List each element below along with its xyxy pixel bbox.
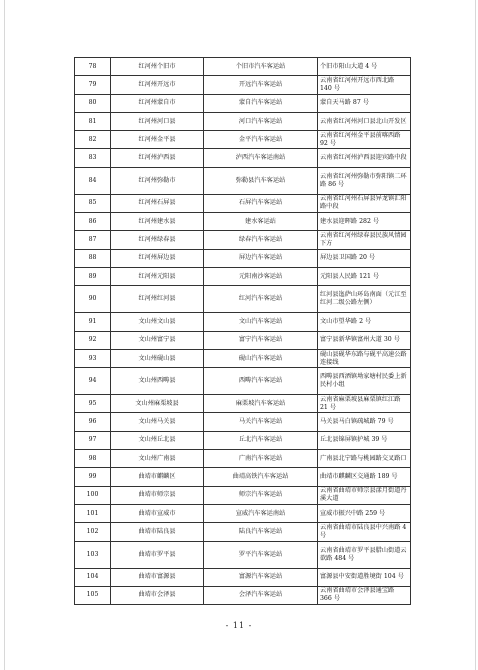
station-address-cell: 曲靖市麒麟区交通路 189 号	[318, 468, 411, 486]
row-number: 84	[75, 167, 111, 194]
station-name-cell: 富源汽车客运站	[204, 568, 318, 586]
station-name-cell: 麻栗坡汽车客运站	[204, 395, 318, 413]
station-name-cell: 泸西汽车客运南站	[204, 149, 318, 167]
table-row	[75, 486, 411, 504]
table-row	[75, 568, 411, 586]
row-number: 95	[75, 395, 111, 413]
city-county-cell: 红河州红河县	[111, 286, 204, 313]
table-row	[75, 586, 411, 604]
station-name-cell: 师宗汽车客运站	[204, 486, 318, 504]
table-row	[75, 194, 411, 212]
station-address-cell: 云南省红河州河口县北山开发区	[318, 112, 411, 130]
station-name-cell: 红河汽车客运站	[204, 286, 318, 313]
station-name-cell: 罗平汽车客运站	[204, 541, 318, 568]
city-county-cell: 文山州麻栗坡县	[111, 395, 204, 413]
city-county-cell: 曲靖市师宗县	[111, 486, 204, 504]
city-county-cell: 文山州砚山县	[111, 349, 204, 367]
city-county-cell: 曲靖市富源县	[111, 568, 204, 586]
station-address-cell: 云南省曲靖市师宗县漾月街道丹溪大道	[318, 486, 411, 504]
station-address-cell: 元阳县人民路 121 号	[318, 267, 411, 285]
row-number: 104	[75, 568, 111, 586]
station-address-cell: 丘北县锦屏镇护城 39 号	[318, 431, 411, 449]
table-row	[75, 76, 411, 94]
row-number: 103	[75, 541, 111, 568]
station-address-cell: 个旧市阳山大道 4 号	[318, 58, 411, 76]
station-address-cell: 云南省红河州泸西县迎宾路中段	[318, 149, 411, 167]
station-name-cell: 曲靖高铁汽车客运站	[204, 468, 318, 486]
table-row	[75, 94, 411, 112]
station-name-cell: 元阳南沙客运站	[204, 267, 318, 285]
table-row	[75, 368, 411, 395]
city-county-cell: 曲靖市陆良县	[111, 523, 204, 541]
station-name-cell: 金平汽车客运站	[204, 131, 318, 149]
station-address-cell: 云南省曲靖市罗平县腊山街道云欲路 484 号	[318, 541, 411, 568]
row-number: 85	[75, 194, 111, 212]
station-address-cell: 西畴县西洒镇坳家塘村民委上新民村小组	[318, 368, 411, 395]
row-number: 99	[75, 468, 111, 486]
document-page	[4, 0, 476, 670]
row-number: 89	[75, 267, 111, 285]
city-county-cell: 红河州屏边县	[111, 249, 204, 267]
station-name-cell: 石屏汽车客运站	[204, 194, 318, 212]
station-name-cell: 丘北汽车客运站	[204, 431, 318, 449]
table-row	[75, 313, 411, 331]
city-county-cell: 红河州建水县	[111, 213, 204, 231]
station-name-cell: 马关汽车客运站	[204, 413, 318, 431]
station-address-cell: 红河县迤萨山环岛南面（元江至红河二级公路左侧）	[318, 286, 411, 313]
station-address-cell: 砚山县砚华东路与砚平高速公路连接线	[318, 349, 411, 367]
station-name-cell: 宣威汽车客运南站	[204, 504, 318, 522]
station-address-cell: 文山市望华路 2 号	[318, 313, 411, 331]
city-county-cell: 文山州马关县	[111, 413, 204, 431]
station-address-cell: 云南省麻栗坡县麻栗镇红江路 21 号	[318, 395, 411, 413]
table-row	[75, 112, 411, 130]
station-name-cell: 个旧市汽车客运站	[204, 58, 318, 76]
table-row	[75, 149, 411, 167]
station-address-cell: 广南县北宁路与桃园路交叉路口	[318, 450, 411, 468]
station-name-cell: 弥勒县汽车客运站	[204, 167, 318, 194]
row-number: 93	[75, 349, 111, 367]
row-number: 82	[75, 131, 111, 149]
row-number: 79	[75, 76, 111, 94]
station-address-cell: 云南省红河州绿春县民族风情园下方	[318, 231, 411, 249]
station-address-cell: 建水县迎晖路 282 号	[318, 213, 411, 231]
city-county-cell: 文山州西畴县	[111, 368, 204, 395]
bus-station-table	[74, 57, 411, 605]
station-address-cell: 宣威市振兴中路 259 号	[318, 504, 411, 522]
row-number: 86	[75, 213, 111, 231]
table-row	[75, 468, 411, 486]
table-row	[75, 131, 411, 149]
row-number: 88	[75, 249, 111, 267]
table-row	[75, 541, 411, 568]
row-number: 96	[75, 413, 111, 431]
city-county-cell: 红河州开远市	[111, 76, 204, 94]
table-row	[75, 331, 411, 349]
station-address-cell: 云南省红河州弥勒市弥阳镇二环路 86 号	[318, 167, 411, 194]
row-number: 101	[75, 504, 111, 522]
table-row	[75, 523, 411, 541]
table-row	[75, 349, 411, 367]
row-number: 83	[75, 149, 111, 167]
table-row	[75, 249, 411, 267]
city-county-cell: 红河州绿春县	[111, 231, 204, 249]
row-number: 98	[75, 450, 111, 468]
table-row	[75, 267, 411, 285]
station-name-cell: 屏边汽车客运站	[204, 249, 318, 267]
station-address-cell: 云南省曲靖市会泽县通宝路 366 号	[318, 586, 411, 604]
city-county-cell: 红河州河口县	[111, 112, 204, 130]
row-number: 81	[75, 112, 111, 130]
row-number: 78	[75, 58, 111, 76]
table-row	[75, 167, 411, 194]
station-address-cell: 屏边县卫国路 20 号	[318, 249, 411, 267]
table-row	[75, 286, 411, 313]
city-county-cell: 红河州弥勒市	[111, 167, 204, 194]
table-row	[75, 58, 411, 76]
row-number: 105	[75, 586, 111, 604]
row-number: 102	[75, 523, 111, 541]
table-row	[75, 213, 411, 231]
row-number: 94	[75, 368, 111, 395]
page-number: - 11 -	[225, 621, 253, 630]
table-row	[75, 231, 411, 249]
row-number: 100	[75, 486, 111, 504]
city-county-cell: 文山州广南县	[111, 450, 204, 468]
city-county-cell: 文山州丘北县	[111, 431, 204, 449]
city-county-cell: 曲靖市麒麟区	[111, 468, 204, 486]
station-address-cell: 云南省红河州开远市西北路 140 号	[318, 76, 411, 94]
row-number: 91	[75, 313, 111, 331]
station-name-cell: 文山汽车客运站	[204, 313, 318, 331]
table-body	[75, 58, 411, 605]
city-county-cell: 红河州蒙自市	[111, 94, 204, 112]
station-address-cell: 富源县中安街道胜境街 104 号	[318, 568, 411, 586]
station-name-cell: 砚山汽车客运站	[204, 349, 318, 367]
table-row	[75, 450, 411, 468]
station-name-cell: 河口汽车客运站	[204, 112, 318, 130]
station-name-cell: 建水客运站	[204, 213, 318, 231]
city-county-cell: 文山州文山县	[111, 313, 204, 331]
table-row	[75, 413, 411, 431]
station-address-cell: 云南省红河州金平县前喀西路 92 号	[318, 131, 411, 149]
row-number: 97	[75, 431, 111, 449]
table-row	[75, 395, 411, 413]
city-county-cell: 曲靖市会泽县	[111, 586, 204, 604]
station-name-cell: 蒙自汽车客运站	[204, 94, 318, 112]
station-name-cell: 西畴汽车客运站	[204, 368, 318, 395]
city-county-cell: 红河州个旧市	[111, 58, 204, 76]
row-number: 90	[75, 286, 111, 313]
city-county-cell: 红河州金平县	[111, 131, 204, 149]
row-number: 80	[75, 94, 111, 112]
city-county-cell: 红河州泸西县	[111, 149, 204, 167]
table-row	[75, 504, 411, 522]
station-name-cell: 陆良汽车客运站	[204, 523, 318, 541]
station-address-cell: 蒙自天马路 87 号	[318, 94, 411, 112]
station-name-cell: 广南汽车客运站	[204, 450, 318, 468]
city-county-cell: 红河州石屏县	[111, 194, 204, 212]
table-row	[75, 431, 411, 449]
city-county-cell: 红河州元阳县	[111, 267, 204, 285]
station-address-cell: 云南省红河州石屏县异龙镇汇阳路中段	[318, 194, 411, 212]
station-name-cell: 绿春汽车客运站	[204, 231, 318, 249]
city-county-cell: 文山州富宁县	[111, 331, 204, 349]
city-county-cell: 曲靖市罗平县	[111, 541, 204, 568]
station-address-cell: 云南省曲靖市陆良县中兴南路 4 号	[318, 523, 411, 541]
city-county-cell: 曲靖市宣威市	[111, 504, 204, 522]
station-address-cell: 马关县马白镇疏城路 79 号	[318, 413, 411, 431]
row-number: 92	[75, 331, 111, 349]
station-name-cell: 富宁汽车客运站	[204, 331, 318, 349]
station-name-cell: 开远汽车客运站	[204, 76, 318, 94]
station-address-cell: 富宁县新华镇富州大道 30 号	[318, 331, 411, 349]
station-name-cell: 会泽汽车客运站	[204, 586, 318, 604]
row-number: 87	[75, 231, 111, 249]
